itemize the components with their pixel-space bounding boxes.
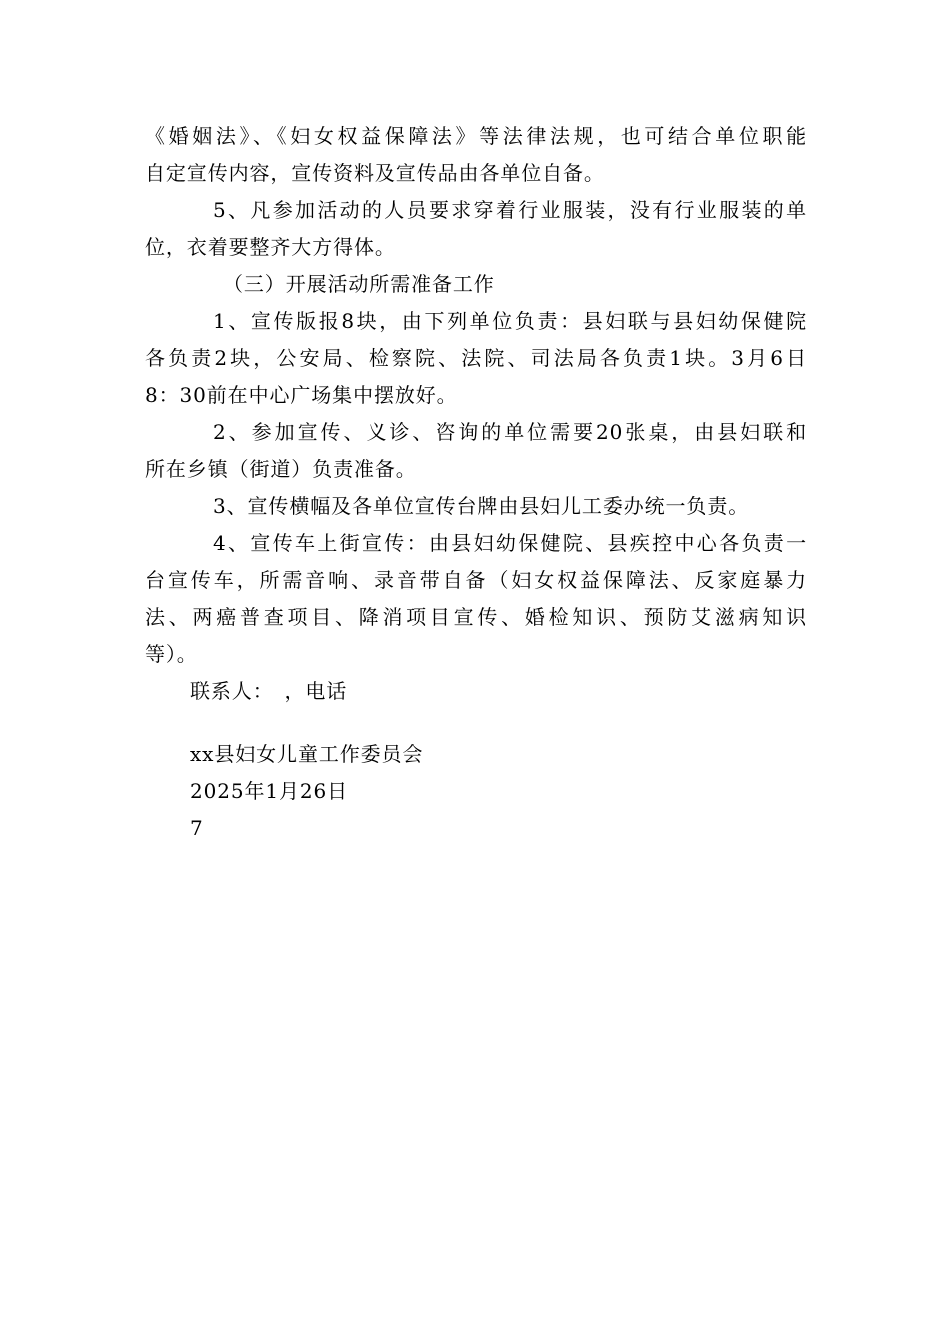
text-line: 8：30前在中心广场集中摆放好。 [145,383,458,407]
text-line: 2、参加宣传、义诊、咨询的单位需要20张桌，由县妇联和 [213,420,807,444]
spacer [145,710,807,736]
text-line: 各负责2块，公安局、检察院、法院、司法局各负责1块。3月6日 [145,346,807,370]
signature-org: xx县妇女儿童工作委员会 [190,742,424,766]
paragraph-publicity-cars [145,525,807,673]
text-line: 位，衣着要整齐大方得体。 [145,235,396,259]
text-line: 《婚姻法》、《妇女权益保障法》等法律法规，也可结合单位职能 [145,124,807,148]
section-heading: （三）开展活动所需准备工作 [223,272,495,296]
text-line: 法、两癌普查项目、降消项目宣传、婚检知识、预防艾滋病知识 [145,605,807,629]
page-number: 7 [190,816,204,840]
paragraph-dress-code [145,192,807,266]
text-line: 3、宣传横幅及各单位宣传台牌由县妇儿工委办统一负责。 [213,494,750,518]
paragraph-tables [145,414,807,488]
text-line: 4、宣传车上街宣传：由县妇幼保健院、县疾控中心各负责一 [213,531,807,555]
text-line: 5、凡参加活动的人员要求穿着行业服装，没有行业服装的单 [213,198,807,222]
paragraph-display-boards [145,303,807,414]
signature-date: 2025年1月26日 [190,779,349,803]
paragraph-banners [145,488,807,525]
text-line: 等）。 [145,642,198,666]
contact-text: 联系人： ，电话 [190,679,348,703]
signature-block [145,736,807,847]
section-heading-preparation [145,266,807,303]
text-line: 所在乡镇（街道）负责准备。 [145,457,417,481]
text-line: 台宣传车，所需音响、录音带自备（妇女权益保障法、反家庭暴力 [145,568,807,592]
text-line: 自定宣传内容，宣传资料及宣传品由各单位自备。 [145,161,605,185]
text-line: 1、宣传版报8块，由下列单位负责：县妇联与县妇幼保健院 [213,309,807,333]
paragraph-law-content [145,118,807,192]
contact-line [145,673,807,710]
document-body [145,118,807,847]
